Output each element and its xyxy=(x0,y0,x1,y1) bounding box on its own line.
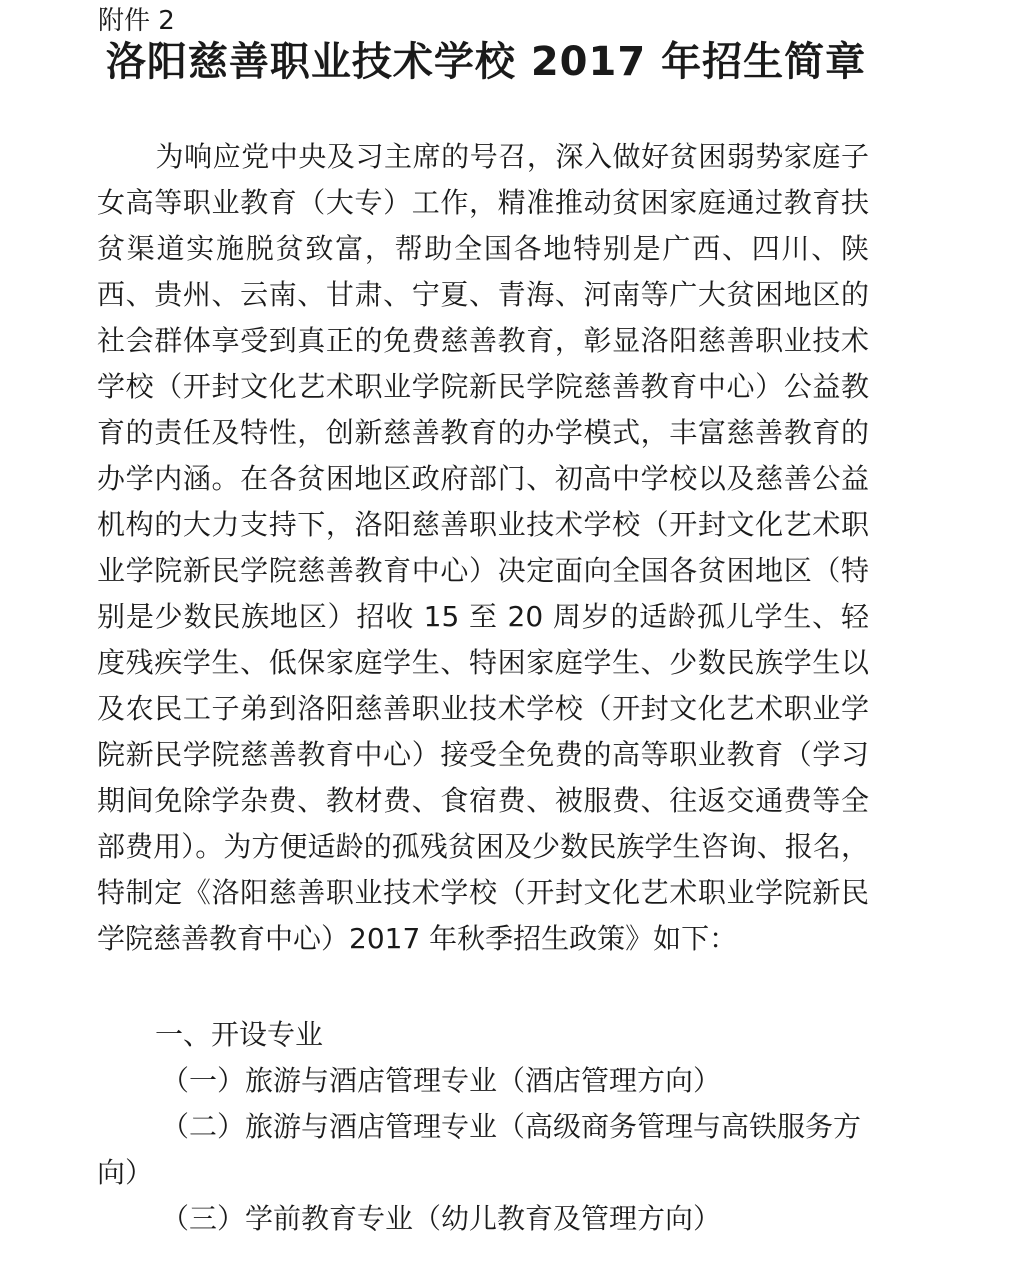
section-heading: 一、开设专业 xyxy=(155,1018,324,1051)
major-item-2: （二）旅游与酒店管理专业（高级商务管理与高铁服务方向） xyxy=(97,1110,862,1189)
intro-paragraph-text: 为响应党中央及习主席的号召，深入做好贫困弱势家庭子女高等职业教育（大专）工作，精准推动贫困家庭通过教育扶贫渠道实施脱贫致富，帮助全国各地特别是广西、四川、陕西、贵州、云南、甘肃、宁夏、青海、河南等广大贫困地区的社会群体享受到真正的免费慈善教育，彰显洛阳慈善职业技术学校（开封文化艺术职业学院新民学院慈善教育中心）公益教育的责任及特性，创新慈善教育的办学模式，丰富慈善教育的办学内涵。在各贫困地区政府部门、初高中学校以及慈善公益机构的大力支持下，洛阳慈善职业技术学校（开封文化艺术职业学院新民学院慈善教育中心）决定面向全国各贫困地区（特别是少数民族地区）招收 15 至 20 周岁的适龄孤儿学生、轻度残疾学生、低保家庭学生、特困家庭学生、少数民族学生以及农民工子弟到洛阳慈善职业技术学校（开封文化艺术职业学院新民学院慈善教育中心）接受全免费的高等职业教育（学习期间免除学杂费、教材费、食宿费、被服费、往返交通费等全部费用）。为方便适龄的孤残贫困及少数民族学生咨询、报名，特制定《洛阳慈善职业技术学校（开封文化艺术职业学院新民学院慈善教育中心）2017 年秋季招生政策》如下： xyxy=(97,140,869,955)
attachment-label: 附件 2 xyxy=(98,6,175,36)
major-item-1: （一）旅游与酒店管理专业（酒店管理方向） xyxy=(161,1064,722,1097)
intro-paragraph xyxy=(97,134,869,962)
major-item-3: （三）学前教育专业（幼儿教育及管理方向） xyxy=(161,1202,722,1235)
document-title: 洛阳慈善职业技术学校 2017 年招生简章 xyxy=(105,39,867,85)
